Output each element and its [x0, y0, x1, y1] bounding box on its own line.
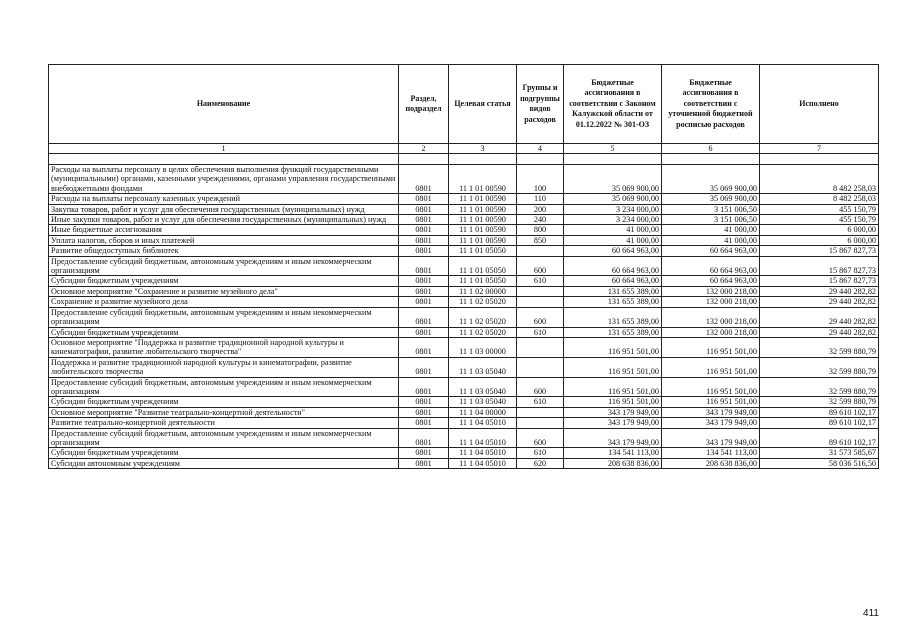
- row-group: [517, 337, 564, 357]
- row-article: 11 1 03 00000: [449, 337, 517, 357]
- header-refined-allocation: Бюджетные ассигнования в соответствии с уточненной бюджетной росписью расходов: [662, 65, 760, 144]
- row-name: Предоставление субсидий бюджетным, автономным учреждениям и иным некоммерческим организациям: [49, 307, 399, 327]
- row-section: 0801: [399, 377, 449, 397]
- row-section: 0801: [399, 448, 449, 458]
- row-law-allocation: 60 664 963,00: [564, 256, 662, 276]
- row-executed: 89 610 102,17: [760, 407, 879, 417]
- row-name: Основное мероприятие "Поддержка и развитие традиционной народной культуры и кинематографии, развитие любительского творчества": [49, 337, 399, 357]
- row-law-allocation: 116 951 501,00: [564, 337, 662, 357]
- table-row: [49, 448, 879, 458]
- row-law-allocation: 41 000,00: [564, 235, 662, 245]
- row-law-allocation: 131 655 389,00: [564, 286, 662, 296]
- row-refined-allocation: 3 151 006,50: [662, 215, 760, 225]
- row-law-allocation: 343 179 949,00: [564, 407, 662, 417]
- column-number: 5: [564, 144, 662, 154]
- spacer-row: [49, 154, 879, 165]
- row-executed: 15 867 827,73: [760, 276, 879, 286]
- row-name: Предоставление субсидий бюджетным, автономным учреждениям и иным некоммерческим организациям: [49, 256, 399, 276]
- row-executed: 8 482 258,03: [760, 194, 879, 204]
- budget-table-sheet: [48, 64, 878, 469]
- row-group: 600: [517, 377, 564, 397]
- row-law-allocation: 41 000,00: [564, 225, 662, 235]
- row-group: [517, 286, 564, 296]
- row-article: 11 1 01 05050: [449, 256, 517, 276]
- table-row: [49, 458, 879, 468]
- row-name: Основное мероприятие "Развитие театрально-концертной деятельности": [49, 407, 399, 417]
- row-executed: 29 440 282,82: [760, 297, 879, 307]
- row-name: Предоставление субсидий бюджетным, автономным учреждениям и иным некоммерческим организациям: [49, 428, 399, 448]
- table-row: [49, 204, 879, 214]
- row-refined-allocation: 132 000 218,00: [662, 286, 760, 296]
- row-law-allocation: 35 069 900,00: [564, 165, 662, 194]
- row-section: 0801: [399, 225, 449, 235]
- row-name: Субсидии бюджетным учреждениям: [49, 397, 399, 407]
- row-section: 0801: [399, 307, 449, 327]
- row-article: 11 1 02 05020: [449, 307, 517, 327]
- column-number: 2: [399, 144, 449, 154]
- table-row: [49, 194, 879, 204]
- row-article: 11 1 04 05010: [449, 418, 517, 428]
- table-row: [49, 246, 879, 256]
- row-executed: 31 573 585,67: [760, 448, 879, 458]
- row-article: 11 1 01 00590: [449, 165, 517, 194]
- row-section: 0801: [399, 246, 449, 256]
- row-section: 0801: [399, 428, 449, 448]
- row-name: Развитие общедоступных библиотек: [49, 246, 399, 256]
- row-executed: 29 440 282,82: [760, 286, 879, 296]
- row-executed: 32 599 880,79: [760, 357, 879, 377]
- row-group: [517, 418, 564, 428]
- row-group: 610: [517, 448, 564, 458]
- row-refined-allocation: 343 179 949,00: [662, 428, 760, 448]
- column-number-row: [49, 144, 879, 154]
- row-refined-allocation: 35 069 900,00: [662, 194, 760, 204]
- row-refined-allocation: 41 000,00: [662, 225, 760, 235]
- row-law-allocation: 134 541 113,00: [564, 448, 662, 458]
- table-row: [49, 407, 879, 417]
- row-refined-allocation: 60 664 963,00: [662, 276, 760, 286]
- row-name: Развитие театрально-концертной деятельности: [49, 418, 399, 428]
- header-group: Группы и подгруппы видов расходов: [517, 65, 564, 144]
- row-refined-allocation: 116 951 501,00: [662, 357, 760, 377]
- row-executed: 6 000,00: [760, 235, 879, 245]
- row-section: 0801: [399, 397, 449, 407]
- row-executed: 15 867 827,73: [760, 256, 879, 276]
- table-row: [49, 357, 879, 377]
- row-executed: 58 036 516,50: [760, 458, 879, 468]
- row-article: 11 1 03 05040: [449, 377, 517, 397]
- row-article: 11 1 02 05020: [449, 327, 517, 337]
- row-refined-allocation: 35 069 900,00: [662, 165, 760, 194]
- row-article: 11 1 01 00590: [449, 215, 517, 225]
- table-row: [49, 337, 879, 357]
- row-group: 620: [517, 458, 564, 468]
- table-row: [49, 165, 879, 194]
- row-law-allocation: 116 951 501,00: [564, 377, 662, 397]
- column-number: 1: [49, 144, 399, 154]
- row-refined-allocation: 116 951 501,00: [662, 397, 760, 407]
- column-number: 6: [662, 144, 760, 154]
- row-refined-allocation: 132 000 218,00: [662, 327, 760, 337]
- header-executed: Исполнено: [760, 65, 879, 144]
- row-law-allocation: 3 234 000,00: [564, 215, 662, 225]
- row-group: [517, 357, 564, 377]
- row-name: Расходы на выплаты персоналу в целях обеспечения выполнения функций государственными (муниципальными) органами, казенными учреждениями, органами управления государственными внебюджетными фондами: [49, 165, 399, 194]
- row-group: 600: [517, 428, 564, 448]
- table-row: [49, 377, 879, 397]
- table-row: [49, 235, 879, 245]
- table-row: [49, 225, 879, 235]
- row-group: 600: [517, 256, 564, 276]
- row-article: 11 1 04 05010: [449, 428, 517, 448]
- row-section: 0801: [399, 256, 449, 276]
- row-name: Субсидии автономным учреждениям: [49, 458, 399, 468]
- table-row: [49, 428, 879, 448]
- row-section: 0801: [399, 276, 449, 286]
- row-section: 0801: [399, 327, 449, 337]
- table-row: [49, 418, 879, 428]
- row-section: 0801: [399, 458, 449, 468]
- row-refined-allocation: 208 638 836,00: [662, 458, 760, 468]
- row-article: 11 1 03 05040: [449, 397, 517, 407]
- row-refined-allocation: 134 541 113,00: [662, 448, 760, 458]
- row-section: 0801: [399, 204, 449, 214]
- row-group: [517, 297, 564, 307]
- row-refined-allocation: 3 151 006,50: [662, 204, 760, 214]
- row-law-allocation: 343 179 949,00: [564, 418, 662, 428]
- row-refined-allocation: 343 179 949,00: [662, 407, 760, 417]
- budget-table: [48, 64, 879, 469]
- row-law-allocation: 60 664 963,00: [564, 246, 662, 256]
- row-group: 610: [517, 327, 564, 337]
- row-refined-allocation: 60 664 963,00: [662, 256, 760, 276]
- row-article: 11 1 04 05010: [449, 458, 517, 468]
- row-section: 0801: [399, 165, 449, 194]
- row-executed: 89 610 102,17: [760, 428, 879, 448]
- row-name: Субсидии бюджетным учреждениям: [49, 327, 399, 337]
- row-name: Субсидии бюджетным учреждениям: [49, 276, 399, 286]
- row-article: 11 1 01 05050: [449, 276, 517, 286]
- row-group: 100: [517, 165, 564, 194]
- row-article: 11 1 04 00000: [449, 407, 517, 417]
- row-section: 0801: [399, 407, 449, 417]
- row-refined-allocation: 116 951 501,00: [662, 337, 760, 357]
- row-article: 11 1 04 05010: [449, 448, 517, 458]
- row-law-allocation: 35 069 900,00: [564, 194, 662, 204]
- row-section: 0801: [399, 194, 449, 204]
- row-law-allocation: 208 638 836,00: [564, 458, 662, 468]
- row-group: 600: [517, 307, 564, 327]
- row-executed: 15 867 827,73: [760, 246, 879, 256]
- row-name: Поддержка и развитие традиционной народной культуры и кинематографии, развитие любительского творчества: [49, 357, 399, 377]
- row-refined-allocation: 132 000 218,00: [662, 297, 760, 307]
- row-article: 11 1 01 05050: [449, 246, 517, 256]
- column-number: 7: [760, 144, 879, 154]
- row-group: 240: [517, 215, 564, 225]
- row-group: 610: [517, 397, 564, 407]
- row-law-allocation: 131 655 389,00: [564, 307, 662, 327]
- row-executed: 29 440 282,82: [760, 327, 879, 337]
- row-refined-allocation: 41 000,00: [662, 235, 760, 245]
- table-row: [49, 327, 879, 337]
- row-law-allocation: 131 655 389,00: [564, 327, 662, 337]
- row-executed: 32 599 880,79: [760, 397, 879, 407]
- row-name: Расходы на выплаты персоналу казенных учреждений: [49, 194, 399, 204]
- row-executed: 89 610 102,17: [760, 418, 879, 428]
- row-executed: 455 150,79: [760, 204, 879, 214]
- column-number: 3: [449, 144, 517, 154]
- row-article: 11 1 01 00590: [449, 204, 517, 214]
- row-name: Иные закупки товаров, работ и услуг для обеспечения государственных (муниципальных) нужд: [49, 215, 399, 225]
- row-refined-allocation: 60 664 963,00: [662, 246, 760, 256]
- header-law-allocation: Бюджетные ассигнования в соответствии с Законом Калужской области от 01.12.2022 № 301-ОЗ: [564, 65, 662, 144]
- header-article: Целевая статья: [449, 65, 517, 144]
- row-article: 11 1 01 00590: [449, 225, 517, 235]
- row-section: 0801: [399, 297, 449, 307]
- row-refined-allocation: 343 179 949,00: [662, 418, 760, 428]
- table-row: [49, 297, 879, 307]
- table-row: [49, 397, 879, 407]
- table-row: [49, 307, 879, 327]
- row-article: 11 1 01 00590: [449, 194, 517, 204]
- page-number: 411: [863, 608, 879, 619]
- row-name: Закупка товаров, работ и услуг для обеспечения государственных (муниципальных) нужд: [49, 204, 399, 214]
- table-row: [49, 286, 879, 296]
- row-executed: 32 599 880,79: [760, 337, 879, 357]
- row-law-allocation: 60 664 963,00: [564, 276, 662, 286]
- table-row: [49, 215, 879, 225]
- row-name: Иные бюджетные ассигнования: [49, 225, 399, 235]
- row-executed: 8 482 258,03: [760, 165, 879, 194]
- row-name: Уплата налогов, сборов и иных платежей: [49, 235, 399, 245]
- row-section: 0801: [399, 418, 449, 428]
- row-law-allocation: 131 655 389,00: [564, 297, 662, 307]
- row-name: Предоставление субсидий бюджетным, автономным учреждениям и иным некоммерческим организациям: [49, 377, 399, 397]
- row-executed: 32 599 880,79: [760, 377, 879, 397]
- row-group: 110: [517, 194, 564, 204]
- row-section: 0801: [399, 235, 449, 245]
- header-name: Наименование: [49, 65, 399, 144]
- row-refined-allocation: 116 951 501,00: [662, 377, 760, 397]
- row-law-allocation: 116 951 501,00: [564, 397, 662, 407]
- row-group: [517, 407, 564, 417]
- row-article: 11 1 01 00590: [449, 235, 517, 245]
- table-row: [49, 256, 879, 276]
- row-group: 850: [517, 235, 564, 245]
- row-refined-allocation: 132 000 218,00: [662, 307, 760, 327]
- row-section: 0801: [399, 337, 449, 357]
- row-section: 0801: [399, 286, 449, 296]
- row-name: Субсидии бюджетным учреждениям: [49, 448, 399, 458]
- row-name: Основное мероприятие "Сохранение и развитие музейного дела": [49, 286, 399, 296]
- header-row: [49, 65, 879, 144]
- row-law-allocation: 116 951 501,00: [564, 357, 662, 377]
- row-group: 800: [517, 225, 564, 235]
- row-group: 200: [517, 204, 564, 214]
- row-executed: 6 000,00: [760, 225, 879, 235]
- row-executed: 455 150,79: [760, 215, 879, 225]
- row-law-allocation: 3 234 000,00: [564, 204, 662, 214]
- table-row: [49, 276, 879, 286]
- row-article: 11 1 03 05040: [449, 357, 517, 377]
- row-executed: 29 440 282,82: [760, 307, 879, 327]
- row-section: 0801: [399, 215, 449, 225]
- row-group: [517, 246, 564, 256]
- row-law-allocation: 343 179 949,00: [564, 428, 662, 448]
- row-section: 0801: [399, 357, 449, 377]
- row-article: 11 1 02 05020: [449, 297, 517, 307]
- row-group: 610: [517, 276, 564, 286]
- header-section: Раздел, подраздел: [399, 65, 449, 144]
- column-number: 4: [517, 144, 564, 154]
- row-article: 11 1 02 00000: [449, 286, 517, 296]
- row-name: Сохранение и развитие музейного дела: [49, 297, 399, 307]
- table-body: [49, 154, 879, 469]
